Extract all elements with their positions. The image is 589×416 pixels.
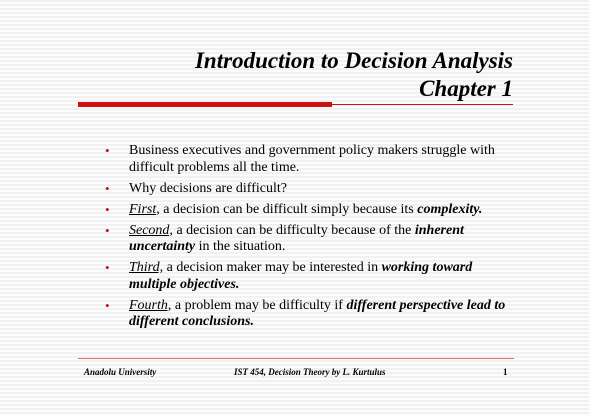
page-number: 1 xyxy=(503,367,508,377)
title-rule-thick xyxy=(78,102,332,107)
bullet-icon: • xyxy=(105,297,110,313)
bullet-item xyxy=(100,143,520,176)
bullet-emphasis: different perspective lead to different conclusions. xyxy=(129,297,506,329)
bullet-emphasis: inherent uncertainty xyxy=(129,222,464,254)
bullet-item xyxy=(100,181,520,198)
footer-institution: Anadolu University xyxy=(84,367,157,377)
bullet-item xyxy=(100,223,520,256)
footer-course: IST 454, Decision Theory by L. Kurtulus xyxy=(234,367,386,377)
bullet-text: a decision can be difficulty because of the xyxy=(172,222,415,238)
title-line-1: Introduction to Decision Analysis xyxy=(194,48,513,73)
bullet-text: a decision can be difficult simply because its xyxy=(159,201,418,217)
bullet-item xyxy=(100,260,520,293)
bullet-lead: Second, xyxy=(129,222,173,238)
bullet-icon: • xyxy=(105,222,110,238)
bullet-item xyxy=(100,202,520,219)
bullet-icon: • xyxy=(105,180,110,196)
bullet-icon: • xyxy=(105,201,110,217)
bullet-lead: Fourth, xyxy=(129,297,172,313)
title-line-2: Chapter 1 xyxy=(419,76,513,101)
slide-title xyxy=(195,47,513,103)
bullet-text: Why decisions are difficult? xyxy=(129,180,287,196)
title-rule-thin xyxy=(332,104,513,105)
bullet-emphasis: working toward multiple objectives. xyxy=(129,260,473,292)
bullet-list xyxy=(100,143,520,335)
bullet-item xyxy=(100,298,520,331)
bullet-lead: Third, xyxy=(129,260,164,275)
bullet-text: a problem may be difficulty if xyxy=(171,297,347,313)
bullet-text: Business executives and government policy makers struggle with difficult problems all the time. xyxy=(129,143,495,175)
bullet-icon: • xyxy=(105,260,110,275)
bullet-text: a decision maker may be interested in xyxy=(163,260,382,275)
bullet-icon: • xyxy=(105,143,110,158)
footer-rule xyxy=(78,358,514,359)
bullet-lead: First, xyxy=(129,201,160,217)
bullet-tail: in the situation. xyxy=(195,239,286,254)
bullet-emphasis: complexity. xyxy=(417,201,483,217)
